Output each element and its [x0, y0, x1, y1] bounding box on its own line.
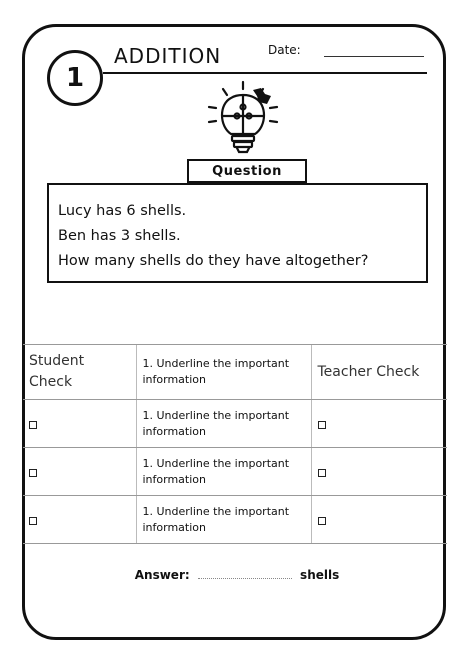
date-input-line[interactable] [324, 56, 424, 57]
task-cell: 1. Underline the important information [136, 448, 311, 496]
student-check-header: Student Check [23, 345, 136, 400]
date-label: Date: [268, 43, 301, 57]
checkbox-icon [318, 421, 326, 429]
header-divider [103, 72, 427, 74]
question-line: How many shells do they have altogether? [58, 253, 369, 269]
answer-unit: shells [300, 568, 340, 582]
table-row [23, 448, 447, 496]
question-label: Question [187, 159, 307, 183]
checkbox-icon [29, 469, 37, 477]
teacher-check-header: Teacher Check [311, 345, 447, 400]
lightbulb-puzzle-icon [203, 80, 283, 160]
student-checkbox[interactable] [23, 496, 136, 544]
question-box [47, 183, 428, 283]
checkbox-icon [29, 517, 37, 525]
checkbox-icon [318, 469, 326, 477]
task-cell: 1. Underline the important information [136, 400, 311, 448]
table-row [23, 400, 447, 448]
table-row [23, 496, 447, 544]
teacher-checkbox[interactable] [311, 448, 447, 496]
teacher-checkbox[interactable] [311, 496, 447, 544]
teacher-checkbox[interactable] [311, 400, 447, 448]
answer-input[interactable] [198, 578, 292, 579]
student-checkbox[interactable] [23, 400, 136, 448]
checklist-table [23, 344, 447, 544]
task-header: 1. Underline the important information [136, 345, 311, 400]
table-header-row [23, 345, 447, 400]
checkbox-icon [29, 421, 37, 429]
question-number-badge [47, 50, 103, 106]
question-line: Ben has 3 shells. [58, 228, 181, 244]
question-line: Lucy has 6 shells. [58, 203, 187, 219]
student-checkbox[interactable] [23, 448, 136, 496]
checkbox-icon [318, 517, 326, 525]
task-cell: 1. Underline the important information [136, 496, 311, 544]
worksheet-title: ADDITION [114, 44, 222, 68]
answer-label: Answer: [134, 568, 190, 582]
question-number: 1 [65, 63, 85, 93]
answer-line [0, 568, 474, 582]
